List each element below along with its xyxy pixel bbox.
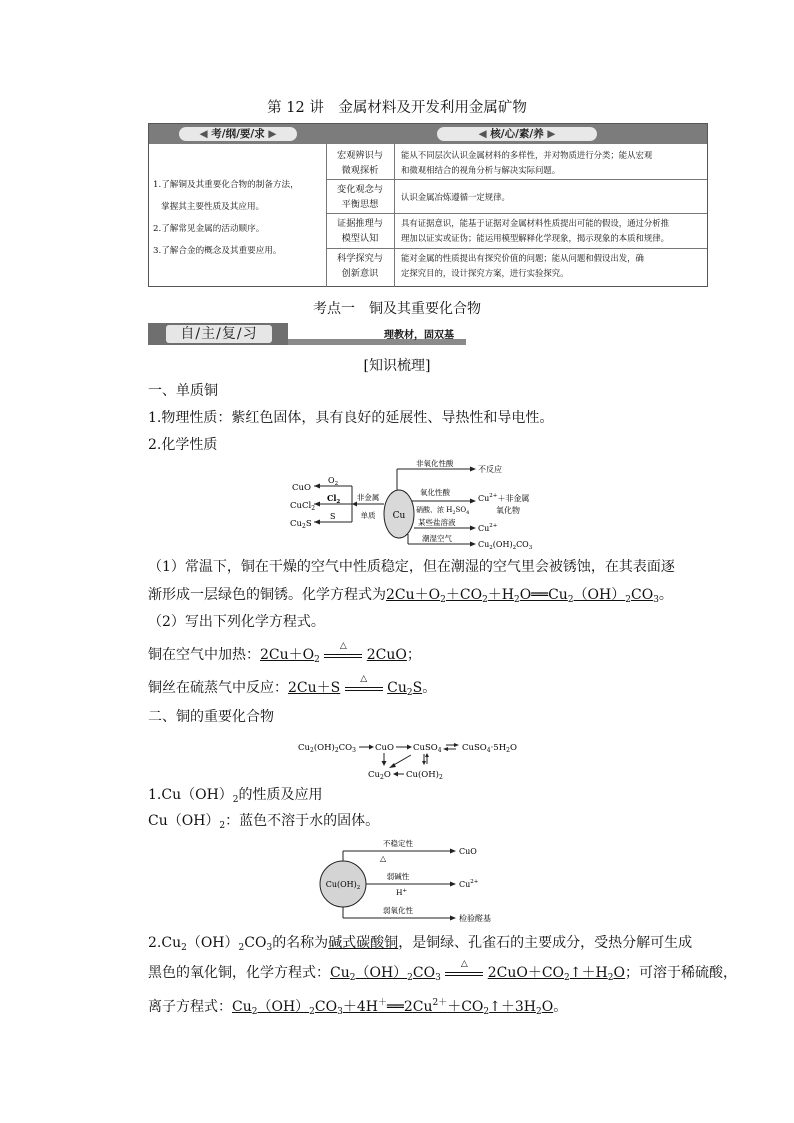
row-divider [326,248,707,249]
arrow-head [425,753,429,757]
equation-right: $Cu_2S$ [387,680,423,698]
physical-properties: 1.物理性质：紫红色固体，具有良好的延展性、导热性和导电性。 [148,410,554,426]
equation-left: 2Cu＋S [288,680,341,696]
arrow-head [454,743,459,747]
product-cuo: CuO [459,847,477,856]
literacy-label [326,251,394,281]
instability-label: 不稳定性 [383,839,413,848]
cuso4: CuSO$_4$ [413,743,442,754]
decomposition-equation-right: $2CuO+CO_2↑+H_2O$ [487,965,625,983]
paragraph-2: （2）写出下列化学方程式。 [148,614,325,630]
arrow-head [314,520,320,525]
product-cu2plus: $Cu^{2+}$ [478,523,498,533]
literacy-label-line: 证据推理与 [337,218,383,229]
paragraph-3-line-2: 黑色的氧化铜，化学方程式：$Cu_2(OH)_2CO_3$ △ $2CuO+CO_2↑+H_2O$；可溶于稀硫酸， [148,959,737,983]
arrow-head [382,761,387,766]
reagent-s: S [330,512,336,521]
arrow-head [470,467,476,472]
arrow-head [352,502,357,507]
decomposition-equation-left: $Cu_2(OH)_2CO_3$ [330,965,441,983]
cu2o: $Cu_2O$ [368,770,391,779]
reagent-cl2: $Cl_2$ [327,493,341,505]
equation-left: $2Cu+O_2$ [260,647,320,665]
reagent-o2: $O_2$ [328,476,339,487]
oxidizing-acid-label: 氧化性酸 [420,488,450,497]
arrow-head [407,745,412,750]
salt-solution-label: 某些盐溶液 [418,518,456,527]
delta-icon: △ [380,854,387,863]
column-divider [394,144,395,287]
goal-line: 1.了解铜及其重要化合物的制备方法， [153,180,299,190]
left-arrow-icon: ◀ [478,128,487,140]
goal-line: 3.了解合金的概念及其重要应用。 [153,246,282,256]
literacy-text-line: 具有证据意识，能基于证据对金属材料性质提出可能的假设，通过分析推 [401,218,669,228]
banner-tag: 理教材，固双基 [384,330,454,341]
arrow-head [450,849,456,854]
literacy-label-line: 变化观念与 [337,184,383,195]
right-arrow-icon: ▶ [268,128,277,140]
heating-condition [345,674,383,691]
part2-heading: 二、铜的重要化合物 [148,709,274,725]
cuo: CuO [375,743,394,753]
right-arrow-icon: ▶ [547,128,556,140]
literacy-text [401,148,705,178]
basic-copper-carbonate: $Cu_2(OH)_2CO_3$ [298,743,356,754]
chemical-properties-heading: 2.化学性质 [148,437,218,453]
product-basic-copper-carbonate: $Cu_2(OH)_2CO_3$ [478,540,533,551]
cu-oh-2: $Cu(OH)_2$ [406,770,443,779]
arrow-line [392,755,411,766]
product-cuo: CuO [292,483,311,493]
product-cu2s: $Cu_2S$ [290,519,312,530]
literacy-text-line: 定探究目的，设计探究方案，进行实验探究。 [401,268,569,278]
equation-heat-in-air: 铜在空气中加热：$2Cu+O_2$ △ 2CuO； [148,641,421,665]
left-header-pill [179,127,297,141]
literacy-label-line: 科学探究与 [337,253,383,264]
heating-condition [445,959,483,976]
literacy-text [401,190,705,205]
section-title: 考点一 铜及其重要化合物 [313,301,481,317]
paragraph-1-line-1: （1）常温下，铜在干燥的空气中性质稳定，但在潮湿的空气里会被锈蚀，在其表面逐 [148,559,675,575]
arrow-head [450,882,456,887]
literacy-text-line: 和微观相结合的视角分析与解决实际问题。 [401,165,561,175]
arrow-head [314,484,320,489]
literacy-label-line: 平衡思想 [341,199,379,210]
literacy-text-line: 理加以证实或证伪；能运用模型解释化学现象，揭示现象的本质和规律。 [401,233,669,243]
nonmetal-label: 非金属 [356,493,380,502]
banner-label: 自/主/复/习 [166,325,272,343]
left-arrow-icon: ◀ [199,128,208,140]
hydrogen-ion-condition: H+ [396,888,408,897]
cuoh2-heading: $1.Cu(OH)_2$的性质及应用 [148,787,323,805]
arrow-head [422,761,426,765]
row-divider [326,179,707,180]
paragraph-3-line-1: $2.Cu_2(OH)_2CO_3$的名称为碱式碳酸铜，是铜绿、孔雀石的主要成分，受热分解可生成 [148,935,693,953]
goal-line: 2.了解常见金属的活动顺序。 [153,224,265,234]
copper-compound-diagram [296,733,556,779]
cuoh2-description: $Cu(OH)_2$：蓝色不溶于水的固体。 [148,813,380,831]
self-review-banner [148,323,466,345]
copper-sulfate-pentahydrate: $CuSO_4\cdot 5H_2O$ [462,743,517,754]
left-header-label: 考/纲/要/求 [211,128,265,140]
moist-air-label: 潮湿空气 [422,534,452,543]
nitric-sulfuric-label: 硝酸、浓 $H_2SO_4$ [416,506,470,516]
right-header-pill [437,127,597,141]
cuoh2-label: $Cu(OH)_2$ [325,880,361,891]
copper-reaction-diagram [280,457,570,553]
literacy-label [326,216,394,246]
arrow-head [470,526,476,531]
delta-icon: △ [460,959,468,969]
copper-label: Cu [392,511,406,521]
arrow-head [443,747,448,751]
product-cucl2: CuCl$_2$ [290,501,316,512]
equation-sulfur-vapor: 铜丝在硫蒸气中反应：2Cu＋S △ $Cu_2S$。 [148,674,437,698]
oxide-label: 氧化物 [496,506,520,515]
syllabus-table [148,123,708,287]
knowledge-heading: [知识梳理] [363,358,431,374]
right-header-label: 核/心/素/养 [490,128,544,140]
goal-line: 掌握其主要性质及其应用。 [161,202,265,212]
compound-name: 碱式碳酸铜 [328,935,399,951]
ionic-equation: $Cu_2(OH)_2CO_3+4H^+══2Cu^{2+}+CO_2↑+3H_2O$ [232,998,554,1017]
weak-oxidizing-label: 弱氧化性 [383,906,413,915]
right-header-bar [327,124,707,144]
literacy-label-line: 宏观辨识与 [337,150,383,161]
arrow-head [470,542,476,547]
equation-right: 2CuO [366,647,407,663]
arrow-head [450,916,456,921]
part1-heading: 一、单质铜 [148,383,218,399]
product-cu2plus-nonmetal-oxide: $Cu^{2+}+$非金属 [478,493,530,503]
product-cu2plus: $Cu^{2+}$ [459,879,479,889]
literacy-text-line: 能从不同层次认识金属材料的多样性，并对物质进行分类；能从宏观 [401,150,653,160]
lecture-title: 第 12 讲 金属材料及开发利用金属矿物 [267,100,527,116]
paragraph-3-line-3: 离子方程式：$Cu_2(OH)_2CO_3+4H^+══2Cu^{2+}+CO_2↑+3H_2O$。 [148,998,568,1017]
elemental-label: 单质 [360,511,376,520]
arrow-head [470,499,476,504]
heating-condition [324,641,362,658]
literacy-label [326,182,394,212]
literacy-label-line: 微观探析 [341,165,379,176]
paragraph-1-text: 渐形成一层绿色的铜锈。化学方程式为 [148,587,386,603]
literacy-text [401,251,705,281]
literacy-text [401,216,705,246]
copper-rust-equation: $2Cu+O_2+CO_2+H_2O══Cu_2(OH)_2CO_3$ [386,587,659,605]
cuoh2-properties-diagram [318,834,518,926]
arrow-head [393,772,398,777]
nonoxidizing-acid-label: 非氧化性酸 [416,459,454,468]
weak-base-label: 弱碱性 [386,872,410,881]
left-header-bar [149,124,327,144]
literacy-text-line: 能对金属的性质提出有探究价值的问题；能从问题和假设出发，确 [401,253,644,263]
paragraph-1-line-2: 渐形成一层绿色的铜锈。化学方程式为$2Cu+O_2+CO_2+H_2O══Cu_2(OH)_2CO_3$。 [148,587,673,605]
delta-icon: △ [339,641,347,651]
arrow-head [369,745,374,750]
row-divider [326,213,707,214]
literacy-label-line: 模型认知 [341,233,379,244]
literacy-label [326,148,394,178]
literacy-text-line: 认识金属冶炼遵循一定规律。 [401,192,510,202]
no-reaction: 不反应 [478,465,502,474]
syllabus-goals [153,174,327,262]
aldehyde-test: 检验醛基 [459,914,491,923]
delta-icon: △ [360,674,368,684]
literacy-label-line: 创新意识 [341,268,379,279]
